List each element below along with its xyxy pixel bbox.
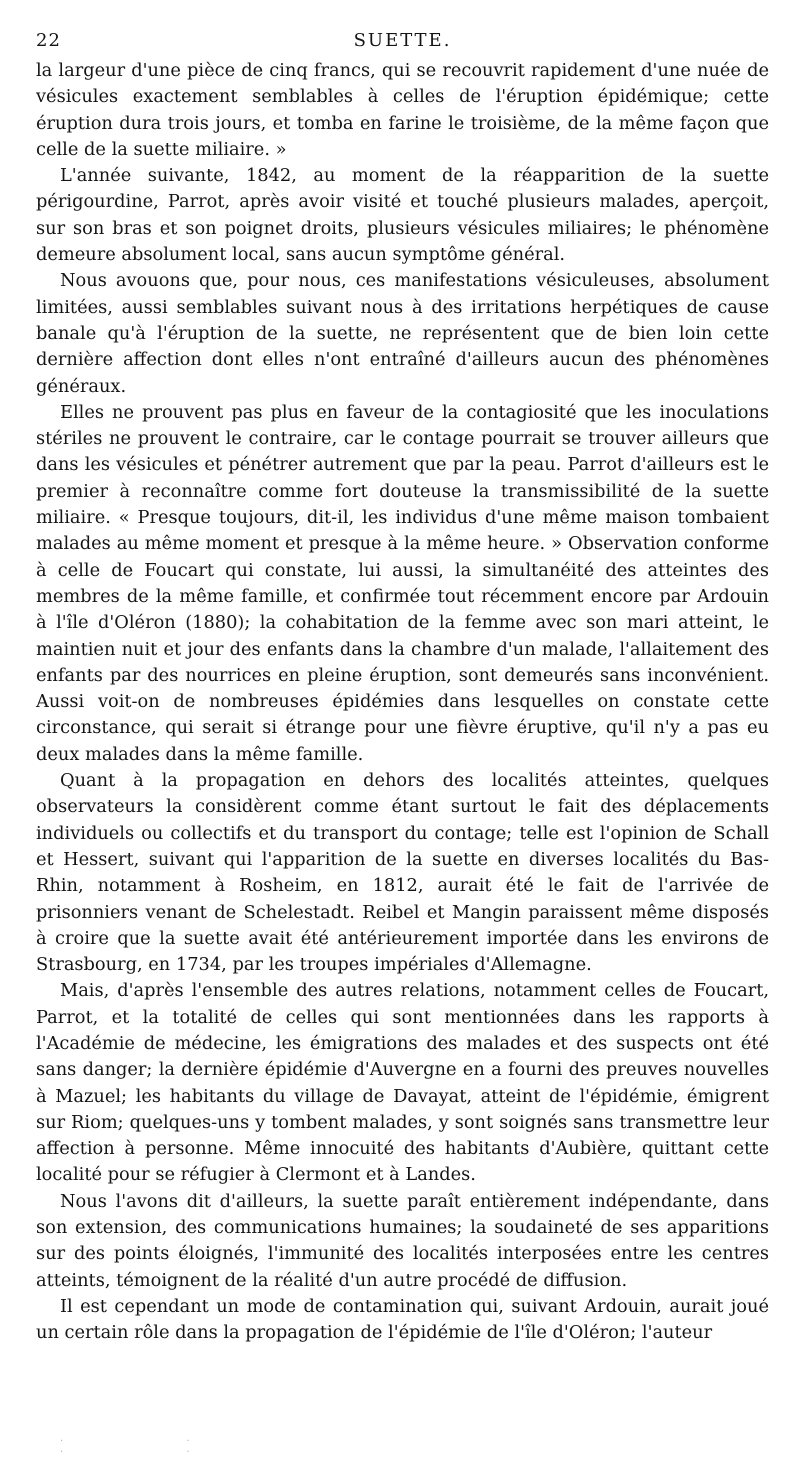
body-text [36, 58, 769, 1347]
paragraph-3: Nous avouons que, pour nous, ces manifestations vésiculeuses, absolument limitées, aussi semblables suivant nous à des irritations herpétiques de cause banale qu'à l'éruption de la suette, ne représentent que de bien loin cette dernière affection dont elles n'ont entraîné d'ailleurs aucun des phénomènes généraux. [36, 270, 769, 397]
paragraph-1: la largeur d'une pièce de cinq francs, qui se recouvrit rapidement d'une nuée de vésicules exactement semblables à celles de l'éruption épidémique; cette éruption dura trois jours, et tomba en farine le troisième, de la même façon que celle de la suette miliaire. » [36, 60, 769, 160]
paragraph-5: Quant à la propagation en dehors des localités atteintes, quelques observateurs la considèrent comme étant surtout le fait des déplacements individuels ou collectifs et du transport du contage; telle est l'opinion de Schall et Hessert, suivant qui l'apparition de la suette en diverses localités du Bas-Rhin, notamment à Rosheim, en 1812, aurait été le fait de l'arrivée de prisonniers venant de Schelestadt. Reibel et Mangin paraissent même disposés à croire que la suette avait été antérieurement importée dans les environs de Strasbourg, en 1734, par les troupes impériales d'Allemagne. [36, 770, 769, 976]
page-specks: · · · · [60, 1436, 250, 1458]
running-head [36, 26, 769, 58]
paragraph-8: Il est cependant un mode de contamination qui, suivant Ardouin, aurait joué un certain rôle dans la propagation de l'épidémie de l'île d'Oléron; l'auteur [36, 1295, 769, 1344]
page-number: 22 [36, 30, 61, 51]
paragraph-6: Mais, d'après l'ensemble des autres relations, notamment celles de Foucart, Parrot, et la totalité de celles qui sont mentionnées dans les rapports à l'Académie de médecine, les émigrations des malades et des suspects ont été sans danger; la dernière épidémie d'Auvergne en a fourni des preuves nouvelles à Mazuel; les habitants du village de Davayat, atteint de l'épidémie, émigrent sur Riom; quelques-uns y tombent malades, y sont soignés sans transmettre leur affection à personne. Même innocuité des habitants d'Aubière, quittant cette localité pour se réfugier à Clermont et à Landes. [36, 980, 769, 1186]
paragraph-7: Nous l'avons dit d'ailleurs, la suette paraît entièrement indépendante, dans son extension, des communications humaines; la soudaineté de ses apparitions sur des points éloignés, l'immunité des localités interposées entre les centres atteints, témoignent de la réalité d'un autre procédé de diffusion. [36, 1190, 769, 1291]
book-page [36, 26, 769, 1347]
paragraph-4: Elles ne prouvent pas plus en faveur de la contagiosité que les inoculations stériles ne prouvent le contraire, car le contage pourrait se trouver ailleurs que dans les vésicules et pénétrer autrement que par la peau. Parrot d'ailleurs est le premier à reconnaître comme fort douteuse la transmissibilité de la suette miliaire. « Presque toujours, dit-il, les individus d'une même maison tombaient malades au même moment et presque à la même heure. » Observation conforme à celle de Foucart qui constate, lui aussi, la simultanéité des atteintes des membres de la même famille, et confirmée tout récemment encore par Ardouin à l'île d'Oléron (1880); la cohabitation de la femme avec son mari atteint, le maintien nuit et jour des enfants dans la chambre d'un malade, l'allaitement des enfants par des nourrices en pleine éruption, sont demeurés sans inconvénient. Aussi voit-on de nombreuses épidémies dans lesquelles on constate cette circonstance, qui serait si étrange pour une fièvre éruptive, qu'il n'y a pas eu deux malades dans la même famille. [36, 401, 769, 765]
paragraph-2: L'année suivante, 1842, au moment de la réapparition de la suette périgourdine, Parrot, après avoir visité et touché plusieurs malades, aperçoit, sur son bras et son poignet droits, plusieurs vésicules miliaires; le phénomène demeure absolument local, sans aucun symptôme général. [36, 165, 769, 266]
running-title: SUETTE. [353, 30, 452, 51]
